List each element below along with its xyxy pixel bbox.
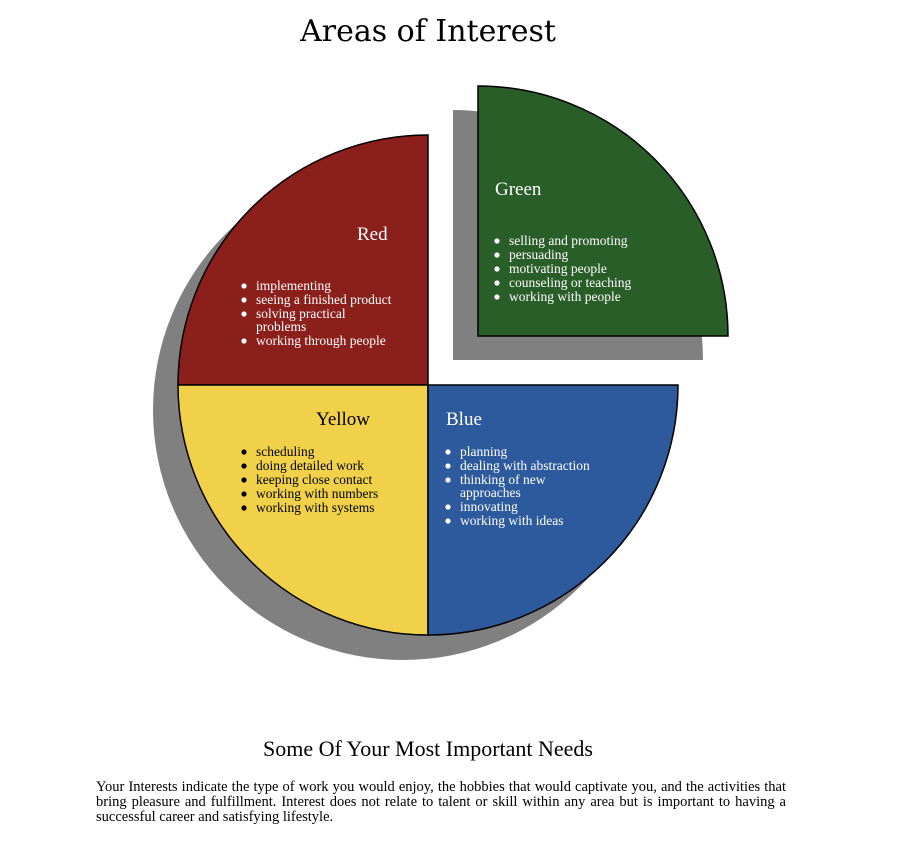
- yellow-bullet-dot: [241, 449, 246, 454]
- red-bullet-dot: [241, 283, 246, 288]
- red-bullet-dot: [241, 338, 246, 343]
- green-bullet-dot: [494, 280, 499, 285]
- description-paragraph: Your Interests indicate the type of work you would enjoy, the hobbies that would captivate you, and the activities that bring pleasure and fulfillment. Interest does not relate to talent or skill within any area but is important to having a successful career and satisfying lifestyle.: [96, 779, 786, 825]
- yellow-label: Yellow: [316, 409, 371, 430]
- blue-bullet-dot: [445, 518, 450, 523]
- green-bullet-dot: [494, 238, 499, 243]
- yellow-bullet-dot: [241, 477, 246, 482]
- blue-list-item: innovating: [460, 499, 518, 514]
- blue-list-item: planning: [460, 444, 508, 459]
- blue-label: Blue: [446, 409, 482, 430]
- yellow-list-item: keeping close contact: [256, 472, 373, 487]
- page-title: Areas of Interest: [300, 14, 556, 49]
- blue-list-item: thinking of new approaches: [460, 472, 546, 500]
- green-list-item: selling and promoting: [509, 233, 628, 248]
- blue-bullet-dot: [445, 504, 450, 509]
- blue-bullet-dot: [445, 449, 450, 454]
- green-label: Green: [495, 179, 542, 200]
- red-list-item: working through people: [256, 333, 386, 348]
- red-list-item: seeing a finished product: [256, 292, 392, 307]
- yellow-bullet-dot: [241, 505, 246, 510]
- green-list-item: motivating people: [509, 261, 607, 276]
- blue-bullet-dot: [445, 477, 450, 482]
- yellow-list-item: working with numbers: [256, 486, 379, 501]
- green-list-item: persuading: [509, 247, 569, 262]
- red-list-item: solving practical problems: [256, 306, 346, 334]
- blue-bullet-dot: [445, 463, 450, 468]
- blue-list-item: working with ideas: [460, 513, 564, 528]
- red-bullet-dot: [241, 311, 246, 316]
- green-bullet-dot: [494, 266, 499, 271]
- yellow-bullet-dot: [241, 491, 246, 496]
- needs-heading: Some Of Your Most Important Needs: [263, 736, 593, 761]
- green-list-item: working with people: [509, 289, 621, 304]
- blue-list-item: dealing with abstraction: [460, 458, 590, 473]
- red-bullet-dot: [241, 297, 246, 302]
- green-list-item: counseling or teaching: [509, 275, 632, 290]
- green-bullet-dot: [494, 252, 499, 257]
- red-label: Red: [357, 224, 388, 245]
- yellow-list-item: doing detailed work: [256, 458, 364, 473]
- red-list-item: implementing: [256, 278, 331, 293]
- yellow-bullet-dot: [241, 463, 246, 468]
- green-bullet-dot: [494, 294, 499, 299]
- yellow-list-item: working with systems: [256, 500, 375, 515]
- yellow-list-item: scheduling: [256, 444, 315, 459]
